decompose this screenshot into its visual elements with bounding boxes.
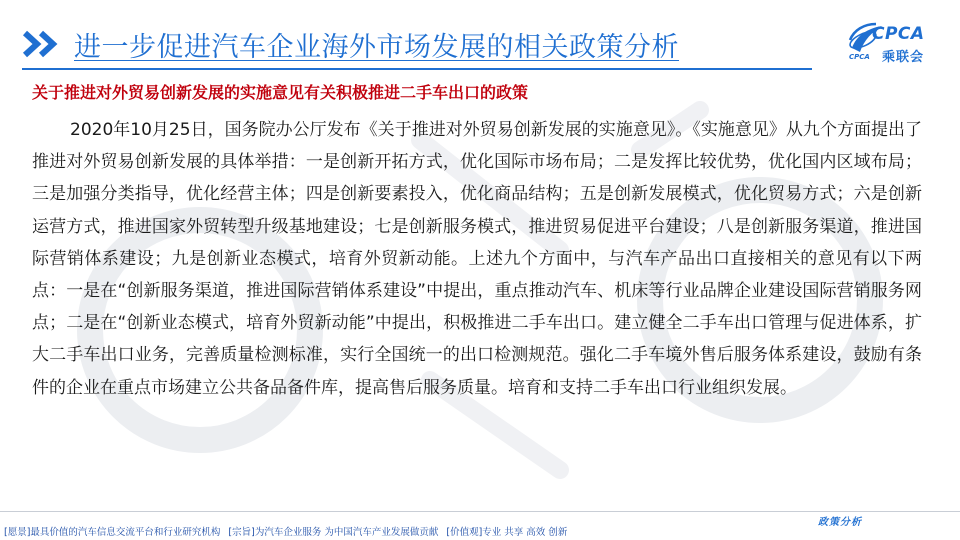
section-subtitle: 关于推进对外贸易创新发展的实施意见有关积极推进二手车出口的政策 (32, 83, 529, 102)
slide-header (22, 24, 679, 64)
cpca-logo (846, 18, 946, 64)
page-title: 进一步促进汽车企业海外市场发展的相关政策分析 (74, 31, 679, 63)
logo-caption-text: CPCA (849, 53, 870, 61)
footer-purpose: [宗旨]为汽车企业服务 为中国汽车产业发展做贡献 (228, 526, 439, 538)
logo-brand-text: CPCA (872, 24, 925, 44)
logo-name-text: 乘联会 (882, 50, 925, 65)
title-underline (22, 68, 812, 70)
body-paragraph: 2020年10月25日，国务院办公厅发布《关于推进对外贸易创新发展的实施意见》。《实施意见》从九个方面提出了推进对外贸易创新发展的具体举措：一是创新开拓方式，优化国际市场布局；二是发挥比较优势，优化国内区域布局；三是加强分类指导，优化经营主体；四是创新要素投入，优化商品结构；五是创新发展模式，优化贸易方式；六是创新运营方式，推进国家外贸转型升级基地建设；七是创新服务模式，推进贸易促进平台建设；八是创新服务渠道，推进国际营销体系建设；九是创新业态模式，培育外贸新动能。上述九个方面中，与汽车产品出口直接相关的意见有以下两点：一是在“创新服务渠道，推进国际营销体系建设”中提出，重点推动汽车、机床等行业品牌企业建设国际营销服务网点；二是在“创新业态模式，培育外贸新动能”中提出，积极推进二手车出口。建立健全二手车出口管理与促进体系，扩大二手车出口业务，完善质量检测标准，实行全国统一的出口检测规范。强化二手车境外售后服务体系建设，鼓励有条件的企业在重点市场建立公共备品备件库，提高售后服务质量。培育和支持二手车出口行业组织发展。 (32, 120, 922, 398)
footer-divider (0, 511, 960, 512)
footer-values: [价值观]专业 共享 高效 创新 (446, 526, 568, 538)
double-chevron-right-icon (22, 30, 66, 58)
footer-vision: [愿景]最具价值的汽车信息交流平台和行业研究机构 (4, 526, 221, 538)
footer-section-label: 政策分析 (818, 517, 862, 528)
footer-bar (0, 521, 960, 540)
